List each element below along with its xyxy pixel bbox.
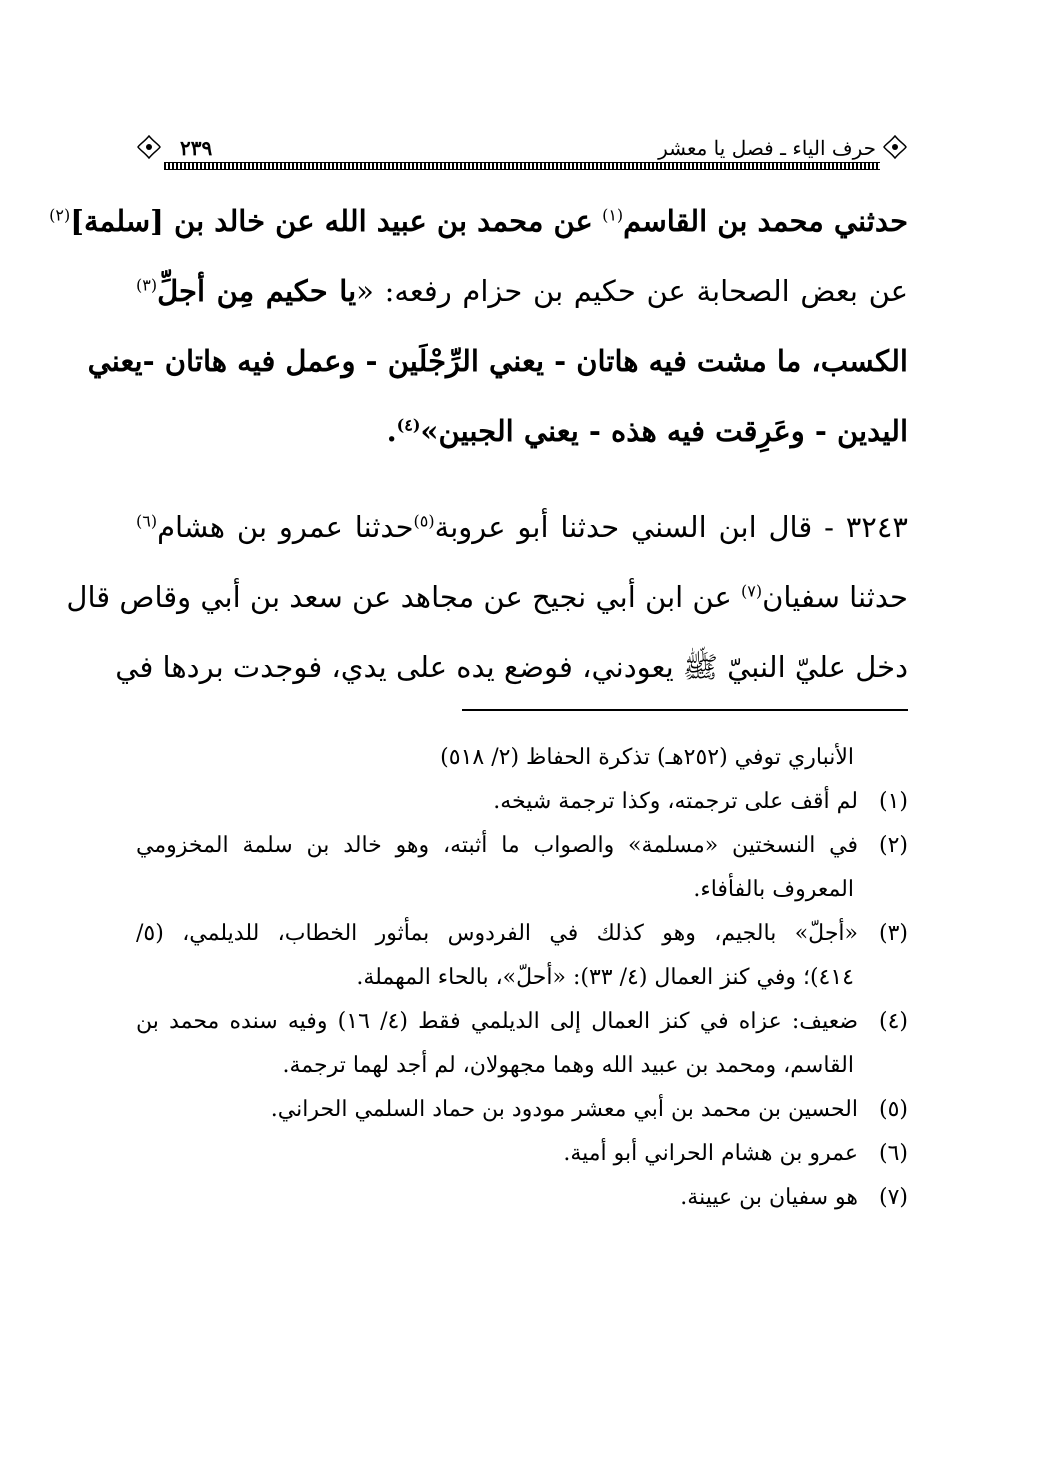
running-header [136,128,908,172]
header-title: حرف الياء ـ فصل يا معشر [658,136,876,160]
footnote-2-cont: المعروف بالفأفاء. [693,877,854,902]
footnote-5: (٥)الحسين بن محمد بن أبي معشر مودود بن حماد السلمي الحراني. [270,1097,908,1122]
footnote-4: (٤)ضعيف: عزاه في كنز العمال إلى الديلمي فقط (٤/ ١٦) وفيه سنده محمد بن [136,1009,909,1034]
text-line: حدثني محمد بن القاسم$^{(١)}$ عن محمد بن عبيد الله عن خالد بن [سلمة]$^{(٢)}$ [49,204,908,238]
footnote-carryover: الأنباري توفي (٢٥٢هـ) تذكرة الحفاظ (٢/ ٥١٨) [440,745,854,770]
corner-ornament-icon [882,134,908,160]
text-line: عن بعض الصحابة عن حكيم بن حزام رفعه: «يا حكيم مِن أجلِّ$^{(٣)}$ [136,274,909,308]
corner-ornament-icon [136,134,162,160]
header-rule [164,162,880,170]
page-number: ٢٣٩ [180,136,213,160]
footnote-3: (٣)«أجلّ» بالجيم، وهو كذلك في الفردوس بمأثور الخطاب، للديلمي، (٥/ [136,921,908,946]
footnote-6: (٦)عمرو بن هشام الحراني أبو أمية. [563,1141,908,1166]
footnote-1: (١)لم أقف على ترجمته، وكذا ترجمة شيخه. [493,789,908,814]
paragraph-hadith-3243 [66,492,908,702]
footnote-2: (٢)في النسختين «مسلمة» والصواب ما أثبته، وهو خالد بن سلمة المخزومي [136,833,908,858]
footnote-4-cont: القاسم، ومحمد بن عبيد الله وهما مجهولان، لم أجد لهما ترجمة. [282,1053,854,1078]
text-line: الكسب، ما مشت فيه هاتان - يعني الرِّجْلَين - وعمل فيه هاتان -يعني [87,344,908,378]
text-line: دخل عليّ النبيّ ﷺ يعودني، فوضع يده على يدي، فوجدت بردها في [115,650,908,684]
text-line: اليدين - وعَرِقت فيه هذه - يعني الجبين»$^{(٤)}$. [386,414,908,448]
footnote-3-cont: ٤١٤)؛ وفي كنز العمال (٤/ ٣٣): «أحلّ»، بالحاء المهملة. [356,965,854,990]
paragraph-hadith-3242-end [49,186,909,466]
text-line: حدثنا سفيان$^{(٧)}$ عن ابن أبي نجيح عن مجاهد عن سعد بن أبي وقاص قال [66,580,908,614]
text-line: ٣٢٤٣ - قال ابن السني حدثنا أبو عروبة$^{(٥)}$حدثنا عمرو بن هشام$^{(٦)}$ [136,510,908,544]
footnote-7: (٧)هو سفيان بن عيينة. [680,1185,908,1210]
footnote-separator [462,709,908,711]
footnotes [136,736,908,1220]
